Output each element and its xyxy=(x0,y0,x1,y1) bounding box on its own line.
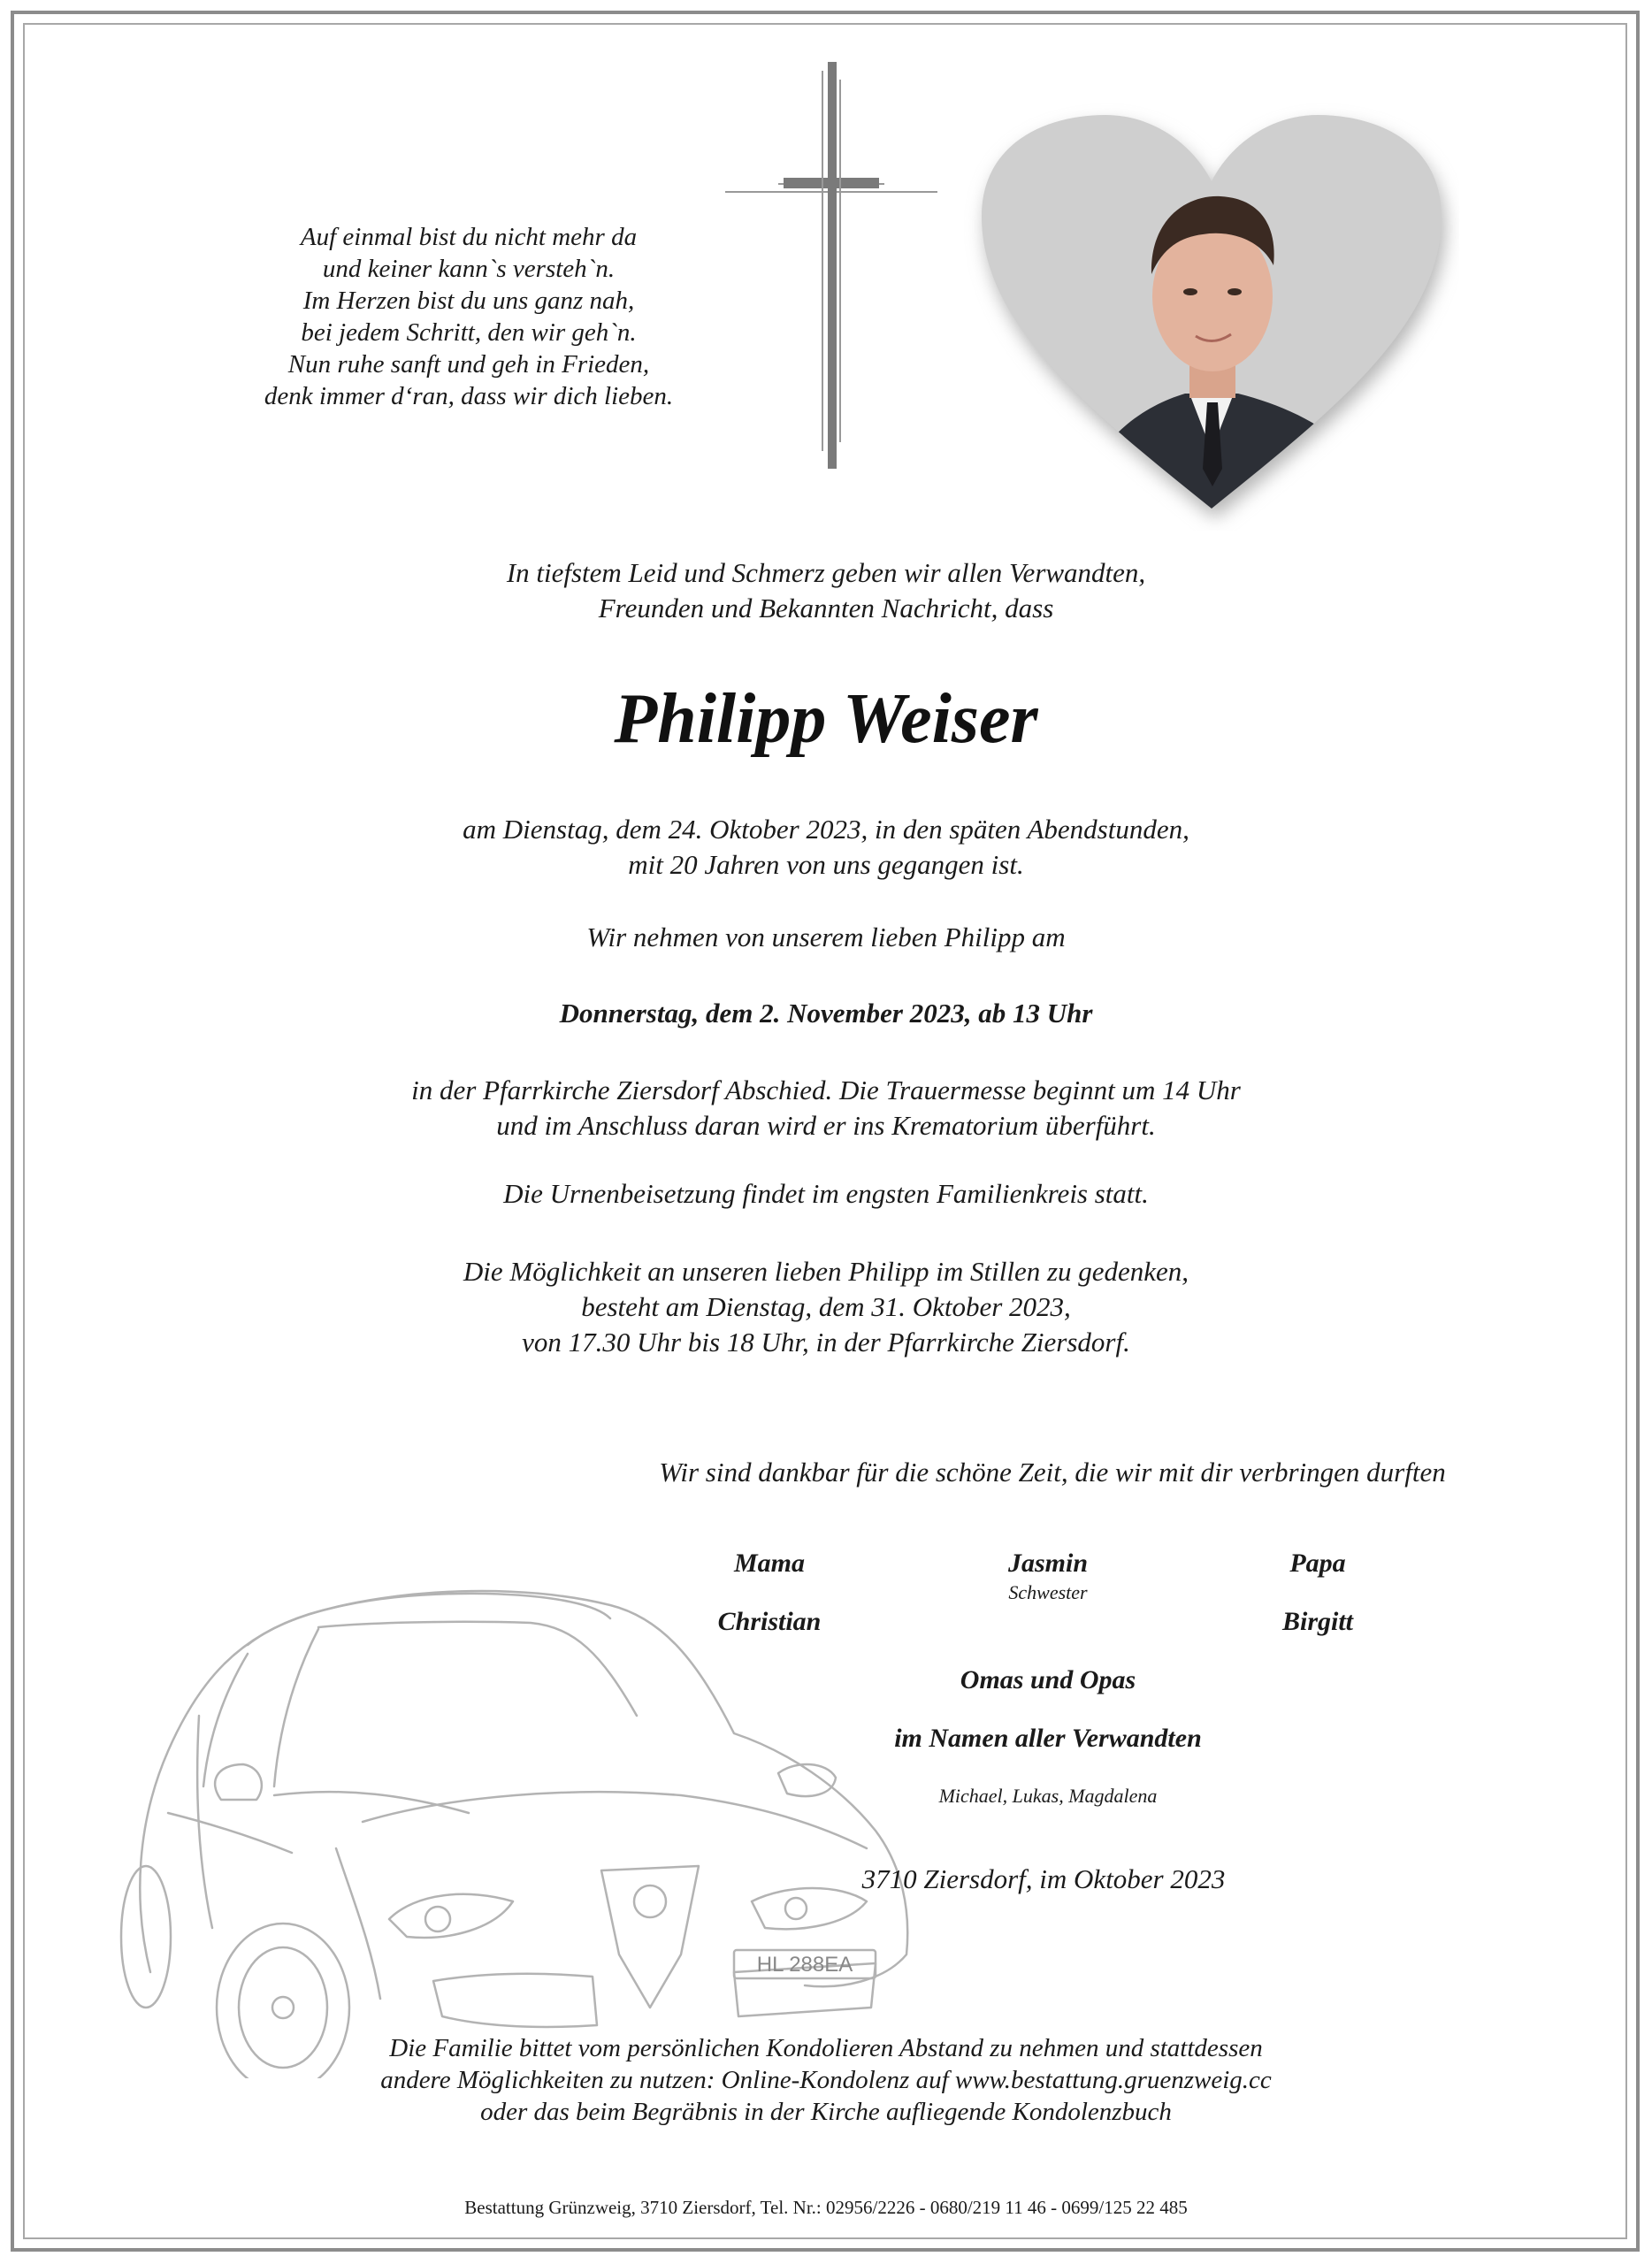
condolence-line: Die Familie bittet vom persönlichen Kondolieren Abstand zu nehmen und stattdessen xyxy=(389,2034,1263,2062)
poem-line: Im Herzen bist du uns ganz nah, xyxy=(302,287,635,315)
condolence-note xyxy=(207,2032,1445,2128)
poem xyxy=(230,221,707,412)
intro-text xyxy=(295,555,1357,626)
poem-line: Auf einmal bist du nicht mehr da xyxy=(300,223,638,251)
footer-contact: Bestattung Grünzweig, 3710 Ziersdorf, Tel. Nr.: 02956/2226 - 0680/219 11 46 - 0699/125 22 485 xyxy=(464,2197,1188,2218)
family-birgitt: Birgitt xyxy=(1281,1607,1354,1636)
cross-icon xyxy=(725,62,937,469)
deceased-name: Philipp Weiser xyxy=(614,680,1038,758)
urn-info: Die Urnenbeisetzung findet im engsten Familienkreis statt. xyxy=(503,1178,1149,1209)
intro-line: Freunden und Bekannten Nachricht, dass xyxy=(598,593,1054,623)
poem-line: und keiner kann`s versteh`n. xyxy=(322,255,616,283)
place-date: 3710 Ziersdorf, im Oktober 2023 xyxy=(861,1863,1226,1894)
family-mama: Mama xyxy=(733,1549,805,1578)
condolence-line: oder das beim Begräbnis in der Kirche aufliegende Kondolenzbuch xyxy=(480,2098,1172,2126)
condolence-line: andere Möglichkeiten zu nutzen: Online-Kondolenz auf www.bestattung.gruenzweig.cc xyxy=(380,2066,1272,2094)
intro-line: In tiefstem Leid und Schmerz geben wir allen Verwandten, xyxy=(506,557,1146,588)
death-info xyxy=(207,812,1445,883)
poem-line: bei jedem Schritt, den wir geh`n. xyxy=(301,318,637,347)
vigil-line: Die Möglichkeit an unseren lieben Philipp im Stillen zu gedenken, xyxy=(463,1256,1189,1287)
poem-line: denk immer d‘ran, dass wir dich lieben. xyxy=(264,382,674,410)
thanks-text: Wir sind dankbar für die schöne Zeit, die wir mit dir verbringen durften xyxy=(659,1457,1446,1488)
church-info xyxy=(207,1073,1445,1143)
church-line: und im Anschluss daran wird er ins Krematorium überführt. xyxy=(496,1110,1156,1141)
family-grandparents: Omas und Opas xyxy=(960,1665,1136,1694)
death-line: mit 20 Jahren von uns gegangen ist. xyxy=(628,849,1024,880)
poem-line: Nun ruhe sanft und geh in Frieden, xyxy=(287,350,650,379)
family-jasmin-role: Schwester xyxy=(1008,1581,1088,1603)
family-christian: Christian xyxy=(717,1607,822,1636)
farewell-date: Donnerstag, dem 2. November 2023, ab 13 Uhr xyxy=(559,998,1093,1029)
family-papa: Papa xyxy=(1289,1549,1346,1578)
family-jasmin: Jasmin xyxy=(1007,1549,1089,1578)
church-line: in der Pfarrkirche Ziersdorf Abschied. Die Trauermesse beginnt um 14 Uhr xyxy=(411,1075,1241,1105)
farewell-intro: Wir nehmen von unserem lieben Philipp am xyxy=(586,922,1066,952)
license-plate: HL 288EA xyxy=(756,1953,853,1977)
vigil-line: von 17.30 Uhr bis 18 Uhr, in der Pfarrkirche Ziersdorf. xyxy=(522,1327,1130,1358)
vigil-info xyxy=(207,1254,1445,1360)
death-line: am Dienstag, dem 24. Oktober 2023, in den späten Abendstunden, xyxy=(463,814,1189,845)
portrait-heart xyxy=(964,97,1459,531)
family-relatives: im Namen aller Verwandten xyxy=(894,1724,1202,1753)
vigil-line: besteht am Dienstag, dem 31. Oktober 2023, xyxy=(581,1291,1071,1322)
family-relatives-names: Michael, Lukas, Magdalena xyxy=(938,1785,1158,1807)
